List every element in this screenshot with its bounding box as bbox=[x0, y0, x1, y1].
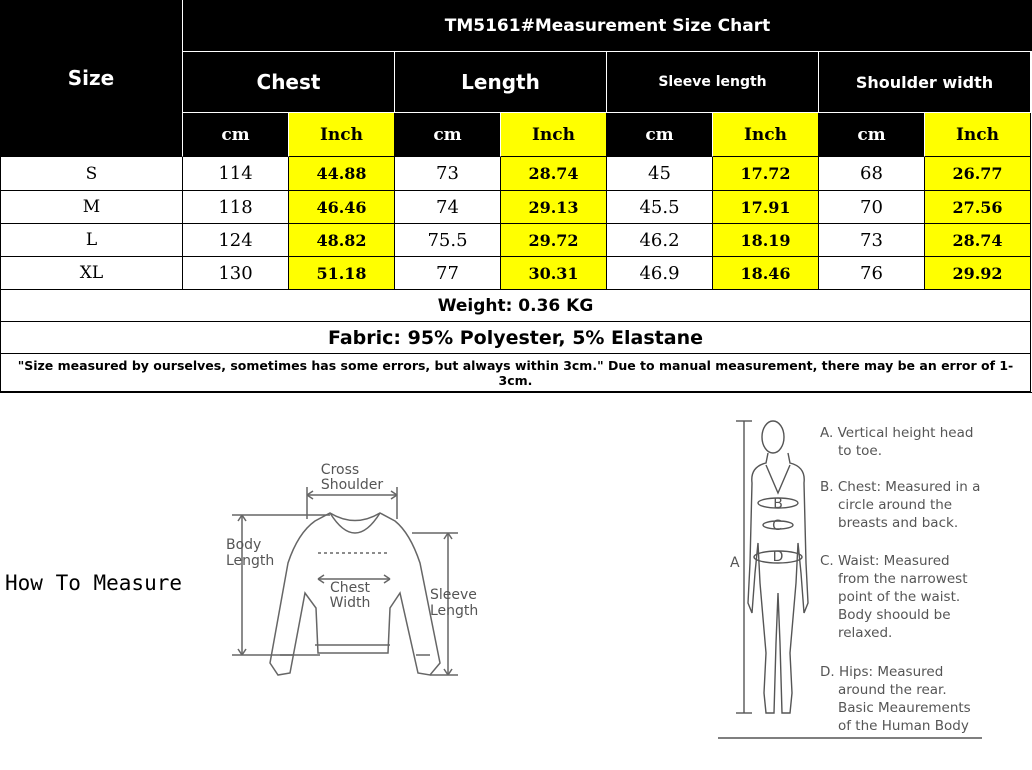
instruction-line: around the rear. bbox=[838, 682, 947, 698]
measurement-instructions bbox=[820, 425, 980, 734]
value-cell: 46.9 bbox=[607, 257, 713, 290]
unit-inch-0: Inch bbox=[289, 113, 395, 157]
instruction-line: B. Chest: Measured in a bbox=[820, 479, 981, 495]
group-header-3: Shoulder width bbox=[819, 52, 1031, 113]
instruction-line: Body shoould be bbox=[838, 607, 951, 623]
group-header-1: Length bbox=[395, 52, 607, 113]
size-cell: M bbox=[0, 191, 183, 224]
instruction-line: from the narrowest bbox=[838, 571, 968, 587]
value-cell: 51.18 bbox=[289, 257, 395, 290]
measurement-illustrations bbox=[0, 393, 1032, 770]
instruction-line: D. Hips: Measured bbox=[820, 664, 944, 680]
instruction-line: to toe. bbox=[838, 443, 882, 459]
unit-inch-2: Inch bbox=[713, 113, 819, 157]
value-cell: 75.5 bbox=[395, 224, 501, 257]
instruction-line: Basic Meaurements bbox=[838, 700, 971, 716]
value-cell: 46.2 bbox=[607, 224, 713, 257]
unit-cm-1: cm bbox=[395, 113, 501, 157]
fabric-row: Fabric: 95% Polyester, 5% Elastane bbox=[0, 322, 1031, 354]
body-length-label-1: Body bbox=[226, 537, 262, 553]
instruction-line: C. Waist: Measured bbox=[820, 553, 950, 569]
value-cell: 29.13 bbox=[501, 191, 607, 224]
value-cell: 70 bbox=[819, 191, 925, 224]
body-letter-d: D bbox=[772, 549, 784, 565]
body-letter-b: B bbox=[773, 496, 783, 512]
value-cell: 18.19 bbox=[713, 224, 819, 257]
note-row: "Size measured by ourselves, sometimes has some errors, but always within 3cm." Due to manual measurement, there may be an error of 1-3cm. bbox=[0, 354, 1031, 392]
value-cell: 130 bbox=[183, 257, 289, 290]
value-cell: 17.91 bbox=[713, 191, 819, 224]
how-to-measure-label: How To Measure bbox=[5, 571, 183, 595]
chest-width-label-2: Width bbox=[329, 595, 371, 611]
size-header: Size bbox=[0, 0, 183, 157]
value-cell: 76 bbox=[819, 257, 925, 290]
body-letter-a: A bbox=[730, 555, 740, 571]
value-cell: 28.74 bbox=[925, 224, 1031, 257]
value-cell: 114 bbox=[183, 157, 289, 191]
value-cell: 17.72 bbox=[713, 157, 819, 191]
size-cell: S bbox=[0, 157, 183, 191]
value-cell: 30.31 bbox=[501, 257, 607, 290]
size-cell: XL bbox=[0, 257, 183, 290]
value-cell: 124 bbox=[183, 224, 289, 257]
instruction-line: point of the waist. bbox=[838, 589, 961, 605]
unit-cm-2: cm bbox=[607, 113, 713, 157]
value-cell: 18.46 bbox=[713, 257, 819, 290]
value-cell: 45 bbox=[607, 157, 713, 191]
value-cell: 46.46 bbox=[289, 191, 395, 224]
instruction-line: A. Vertical height head bbox=[820, 425, 974, 441]
value-cell: 73 bbox=[395, 157, 501, 191]
value-cell: 44.88 bbox=[289, 157, 395, 191]
value-cell: 118 bbox=[183, 191, 289, 224]
value-cell: 29.72 bbox=[501, 224, 607, 257]
value-cell: 27.56 bbox=[925, 191, 1031, 224]
unit-inch-3: Inch bbox=[925, 113, 1031, 157]
how-to-measure-section bbox=[0, 392, 1032, 770]
sleeve-length-label-1: Sleeve bbox=[430, 587, 477, 603]
value-cell: 45.5 bbox=[607, 191, 713, 224]
weight-row: Weight: 0.36 KG bbox=[0, 290, 1031, 322]
instruction-line: relaxed. bbox=[838, 625, 893, 641]
sleeve-length-label-2: Length bbox=[430, 603, 479, 619]
group-header-0: Chest bbox=[183, 52, 395, 113]
value-cell: 26.77 bbox=[925, 157, 1031, 191]
value-cell: 73 bbox=[819, 224, 925, 257]
instruction-line: breasts and back. bbox=[838, 515, 959, 531]
unit-cm-0: cm bbox=[183, 113, 289, 157]
instruction-line: circle around the bbox=[838, 497, 953, 513]
value-cell: 68 bbox=[819, 157, 925, 191]
cross-shoulder-label-2: Shoulder bbox=[320, 477, 384, 493]
value-cell: 77 bbox=[395, 257, 501, 290]
value-cell: 74 bbox=[395, 191, 501, 224]
group-header-2: Sleeve length bbox=[607, 52, 819, 113]
unit-inch-1: Inch bbox=[501, 113, 607, 157]
instruction-line: of the Human Body bbox=[838, 718, 969, 734]
unit-cm-3: cm bbox=[819, 113, 925, 157]
value-cell: 28.74 bbox=[501, 157, 607, 191]
size-cell: L bbox=[0, 224, 183, 257]
body-letter-c: C bbox=[772, 518, 782, 534]
chest-width-label-1: Chest bbox=[329, 580, 371, 596]
chart-title: TM5161#Measurement Size Chart bbox=[183, 0, 1032, 52]
body-length-label-2: Length bbox=[226, 553, 275, 569]
cross-shoulder-label-1: Cross bbox=[320, 462, 360, 478]
value-cell: 29.92 bbox=[925, 257, 1031, 290]
value-cell: 48.82 bbox=[289, 224, 395, 257]
